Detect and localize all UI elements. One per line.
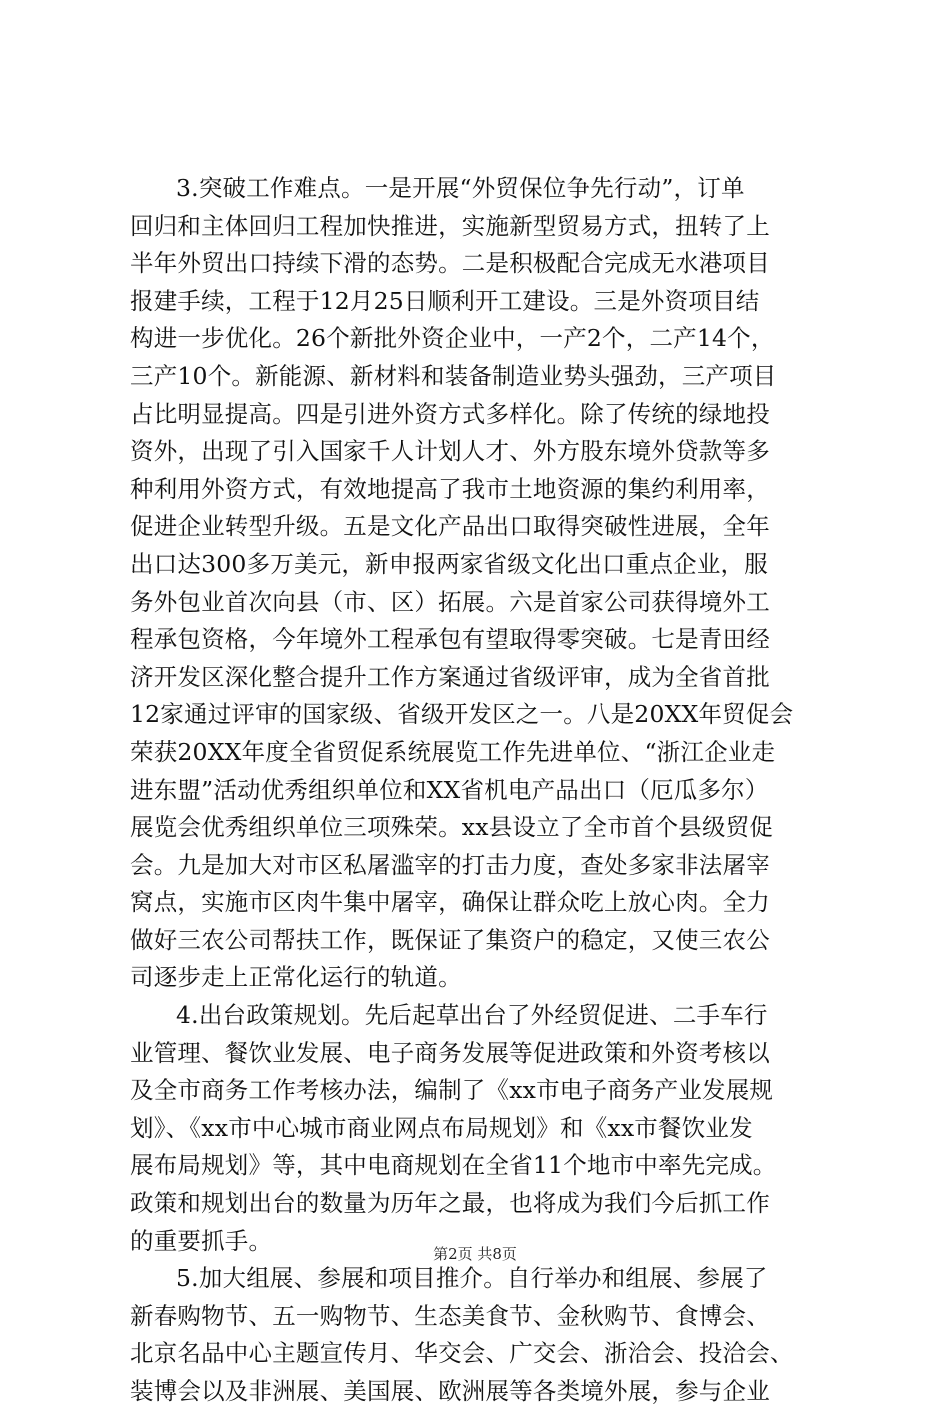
- text-line: 占比明显提高。四是引进外资方式多样化。除了传统的绿地投: [130, 399, 770, 428]
- text-line: 构进一步优化。26个新批外资企业中，一产2个，二产14个，: [130, 324, 775, 353]
- document-body: [130, 170, 860, 1411]
- text-line: 会。九是加大对市区私屠滥宰的打击力度，查处多家非法屠宰: [130, 850, 770, 879]
- page-footer: 第2页 共8页: [433, 1245, 517, 1263]
- text-line: 展布局规划》等，其中电商规划在全省11个地市中率先完成。: [130, 1151, 777, 1180]
- text-line: 展览会优秀组织单位三项殊荣。xx县设立了全市首个县级贸促: [130, 813, 774, 842]
- text-line: 的重要抓手。: [130, 1226, 273, 1255]
- text-line: 回归和主体回归工程加快推进，实施新型贸易方式，扭转了上: [130, 211, 770, 240]
- text-line: 出口达300多万美元，新申报两家省级文化出口重点企业，服: [130, 549, 768, 578]
- text-line: 装博会以及非洲展、美国展、欧洲展等各类境外展，参与企业: [130, 1377, 770, 1405]
- text-line: 做好三农公司帮扶工作，既保证了集资户的稳定，又使三农公: [130, 925, 770, 954]
- text-line: 5.加大组展、参展和项目推介。自行举办和组展、参展了: [176, 1264, 768, 1293]
- text-line: 窝点，实施市区肉牛集中屠宰，确保让群众吃上放心肉。全力: [130, 888, 770, 917]
- text-line: 政策和规划出台的数量为历年之最，也将成为我们今后抓工作: [130, 1189, 770, 1218]
- text-line: 荣获20XX年度全省贸促系统展览工作先进单位、“浙江企业走: [130, 737, 776, 766]
- text-line: 及全市商务工作考核办法，编制了《xx市电子商务产业发展规: [130, 1076, 774, 1105]
- text-line: 4.出台政策规划。先后起草出台了外经贸促进、二手车行: [176, 1001, 768, 1030]
- text-line: 济开发区深化整合提升工作方案通过省级评审，成为全省首批: [130, 662, 770, 691]
- text-line: 促进企业转型升级。五是文化产品出口取得突破性进展，全年: [130, 512, 770, 541]
- text-line: 业管理、餐饮业发展、电子商务发展等促进政策和外资考核以: [130, 1038, 770, 1067]
- text-line: 种利用外资方式，有效地提高了我市土地资源的集约利用率，: [130, 474, 770, 503]
- text-line: 3.突破工作难点。一是开展“外贸保位争先行动”，订单: [176, 174, 745, 202]
- text-line: 半年外贸出口持续下滑的态势。二是积极配合完成无水港项目: [130, 249, 770, 278]
- text-line: 务外包业首次向县（市、区）拓展。六是首家公司获得境外工: [130, 587, 770, 616]
- text-line: 程承包资格，今年境外工程承包有望取得零突破。七是青田经: [130, 625, 770, 654]
- text-line: 司逐步走上正常化运行的轨道。: [130, 963, 462, 992]
- text-line: 12家通过评审的国家级、省级开发区之一。八是20XX年贸促会: [130, 700, 794, 729]
- text-line: 新春购物节、五一购物节、生态美食节、金秋购节、食博会、: [130, 1301, 770, 1330]
- text-line: 资外，出现了引入国家千人计划人才、外方股东境外贷款等多: [130, 437, 770, 466]
- text-line: 三产10个。新能源、新材料和装备制造业势头强劲，三产项目: [130, 361, 777, 390]
- text-line: 北京名品中心主题宣传月、华交会、广交会、浙洽会、投洽会、: [130, 1339, 794, 1368]
- text-line: 划》、《xx市中心城市商业网点布局规划》和《xx市餐饮业发: [130, 1113, 753, 1142]
- text-line: 报建手续，工程于12月25日顺利开工建设。三是外资项目结: [130, 286, 760, 315]
- text-line: 进东盟”活动优秀组织单位和XX省机电产品出口（厄瓜多尔）: [130, 775, 769, 804]
